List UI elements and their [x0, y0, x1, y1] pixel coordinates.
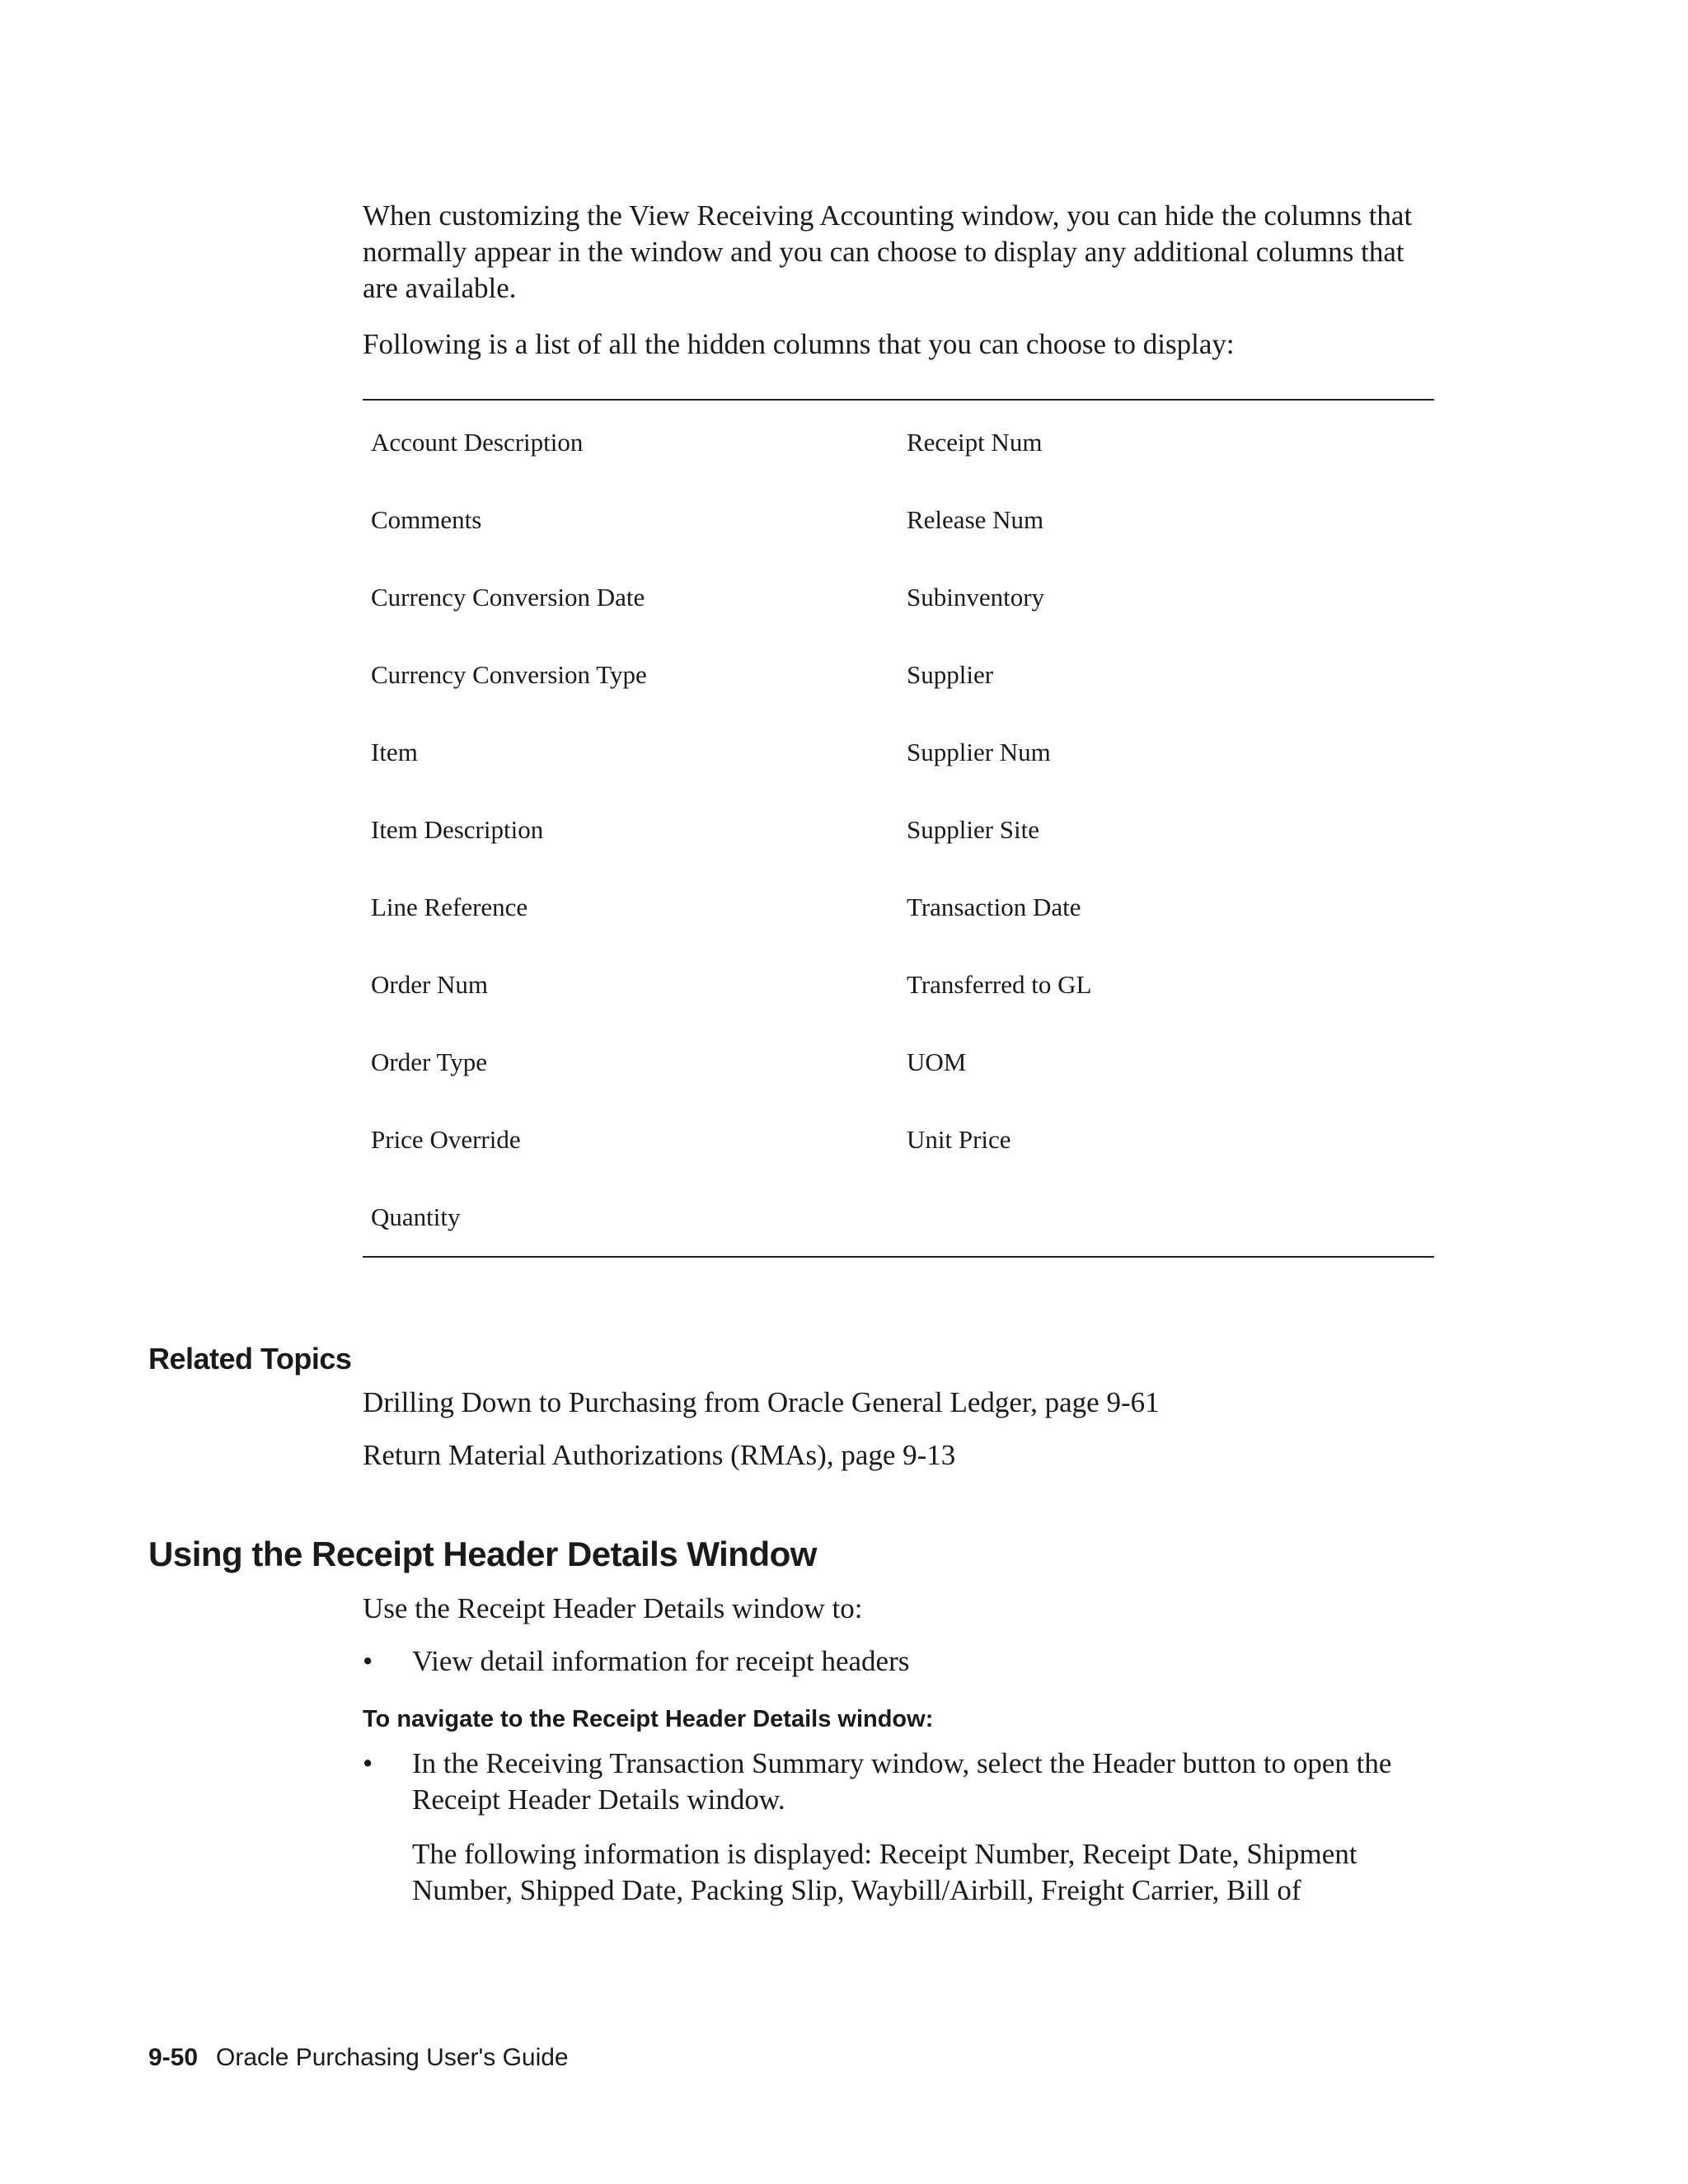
table-row: [363, 714, 1434, 791]
table-cell: Item: [371, 738, 418, 766]
table-cell: Unit Price: [907, 1125, 1011, 1154]
table-row: [363, 481, 1434, 559]
table-cell: Supplier: [907, 660, 994, 689]
list-item-text: View detail information for receipt headers: [412, 1645, 910, 1677]
table-cell: Order Type: [371, 1047, 488, 1076]
page-footer: [148, 2044, 569, 2072]
table-cell: Price Override: [371, 1125, 521, 1154]
procedure-heading: To navigate to the Receipt Header Details window:: [363, 1706, 934, 1732]
bullet-icon: •: [363, 1645, 373, 1677]
table-row: [363, 636, 1434, 714]
section-intro: Use the Receipt Header Details window to:: [363, 1592, 863, 1624]
related-topic-link[interactable]: Drilling Down to Purchasing from Oracle General Ledger, page 9-61: [363, 1386, 1160, 1418]
hidden-columns-table: [363, 399, 1434, 1258]
table-cell: Line Reference: [371, 893, 528, 921]
intro-paragraph: When customizing the View Receiving Accounting window, you can hide the columns that normally appear in the window and you can choose to display any additional columns that are available.: [363, 199, 1413, 304]
list-item-detail: The following information is displayed: Receipt Number, Receipt Date, Shipment Number, Shipped Date, Packing Slip, Waybill/Airbill, Freight Carrier, Bill of: [412, 1838, 1357, 1906]
table-cell: Comments: [371, 505, 482, 534]
table-cell: Supplier Num: [907, 738, 1051, 766]
table-cell: Subinventory: [907, 583, 1045, 612]
table-cell: Transferred to GL: [907, 970, 1092, 999]
table-cell: [898, 1179, 1434, 1257]
table-cell: Currency Conversion Type: [371, 660, 647, 689]
table-row: [363, 400, 1434, 481]
related-topic-link[interactable]: Return Material Authorizations (RMAs), page 9-13: [363, 1439, 956, 1471]
table-row: [363, 791, 1434, 869]
table-cell: Order Num: [371, 970, 489, 999]
table-row: [363, 559, 1434, 636]
table-row: [363, 869, 1434, 946]
footer-title: Oracle Purchasing User's Guide: [216, 2044, 569, 2071]
table-row: [363, 1101, 1434, 1179]
table-cell: Currency Conversion Date: [371, 583, 645, 612]
table-cell: Transaction Date: [907, 893, 1081, 921]
footer-page-number: 9-50: [148, 2044, 199, 2071]
table-cell: Release Num: [907, 505, 1044, 534]
table-cell: UOM: [907, 1047, 967, 1076]
table-cell: Account Description: [371, 428, 584, 457]
table-cell: Receipt Num: [907, 428, 1043, 457]
table-row: [363, 1024, 1434, 1101]
table-cell: Quantity: [371, 1202, 461, 1231]
bullet-icon: •: [363, 1747, 373, 1779]
table-row: [363, 946, 1434, 1024]
section-heading: Using the Receipt Header Details Window: [148, 1535, 817, 1573]
related-topics-heading: Related Topics: [148, 1342, 352, 1376]
list-item-text: In the Receiving Transaction Summary window, select the Header button to open the Receipt Header Details window.: [412, 1747, 1392, 1816]
table-cell: Supplier Site: [907, 815, 1040, 844]
intro-list-lead: Following is a list of all the hidden columns that you can choose to display:: [363, 328, 1235, 360]
table-cell: Item Description: [371, 815, 544, 844]
table-row: [363, 1179, 1434, 1257]
